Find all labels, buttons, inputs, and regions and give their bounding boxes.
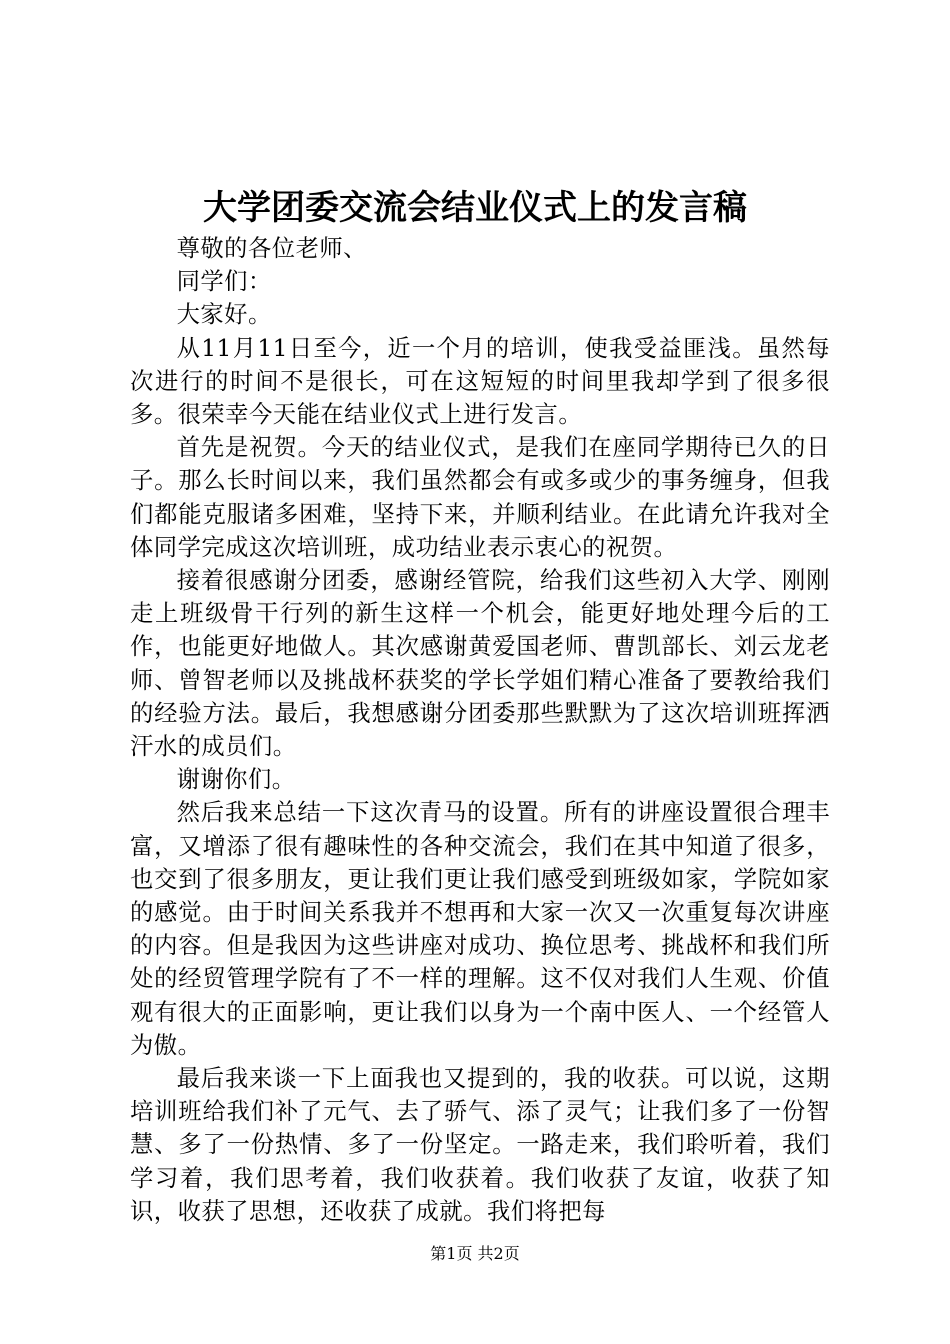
document-title: 大学团委交流会结业仪式上的发言稿 bbox=[203, 188, 747, 228]
paragraph-gains: 最后我来谈一下上面我也又提到的，我的收获。可以说，这期培训班给我们补了元气、去了骄气、添了灵气；让我们多了一份智慧、多了一份热情、多了一份坚定。一路走来，我们聆听着，我们学习着，我们思考着，我们收获着。我们收获了友谊，收获了知识，收获了思想，还收获了成就。我们将把每 bbox=[130, 1065, 830, 1225]
document-body bbox=[130, 232, 830, 1228]
greeting: 大家好。 bbox=[176, 301, 272, 329]
paragraph-summary: 然后我来总结一下这次青马的设置。所有的讲座设置很合理丰富，又增添了很有趣味性的各种交流会，我们在其中知道了很多，也交到了很多朋友，更让我们更让我们感受到班级如家，学院如家的感觉。由于时间关系我并不想再和大家一次又一次重复每次讲座的内容。但是我因为这些讲座对成功、换位思考、挑战杯和我们所处的经贸管理学院有了不一样的理解。这不仅对我们人生观、价值观有很大的正面影响，更让我们以身为一个南中医人、一个经管人为傲。 bbox=[130, 799, 830, 1059]
paragraph-congratulations: 首先是祝贺。今天的结业仪式，是我们在座同学期待已久的日子。那么长时间以来，我们虽然都会有或多或少的事务缠身，但我们都能克服诸多困难，坚持下来，并顺利结业。在此请允许我对全体同学完成这次培训班，成功结业表示衷心的祝贺。 bbox=[130, 434, 830, 561]
page-footer: 第1页 共2页 bbox=[430, 1244, 520, 1263]
salutation-line-1: 尊敬的各位老师、 bbox=[176, 235, 367, 262]
paragraph-thank-you: 谢谢你们。 bbox=[176, 766, 296, 794]
paragraph-intro: 从11月11日至今，近一个月的培训，使我受益匪浅。虽然每次进行的时间不是很长，可在这短短的时间里我却学到了很多很多。很荣幸今天能在结业仪式上进行发言。 bbox=[130, 334, 830, 429]
paragraph-thanks: 接着很感谢分团委，感谢经管院，给我们这些初入大学、刚刚走上班级骨干行列的新生这样一个机会，能更好地处理今后的工作，也能更好地做人。其次感谢黄爱国老师、曹凯部长、刘云龙老师、曾智老师以及挑战杯获奖的学长学姐们精心准备了要教给我们的经验方法。最后，我想感谢分团委那些默默为了这次培训班挥洒汗水的成员们。 bbox=[130, 567, 830, 761]
salutation-line-2: 同学们： bbox=[176, 268, 272, 296]
